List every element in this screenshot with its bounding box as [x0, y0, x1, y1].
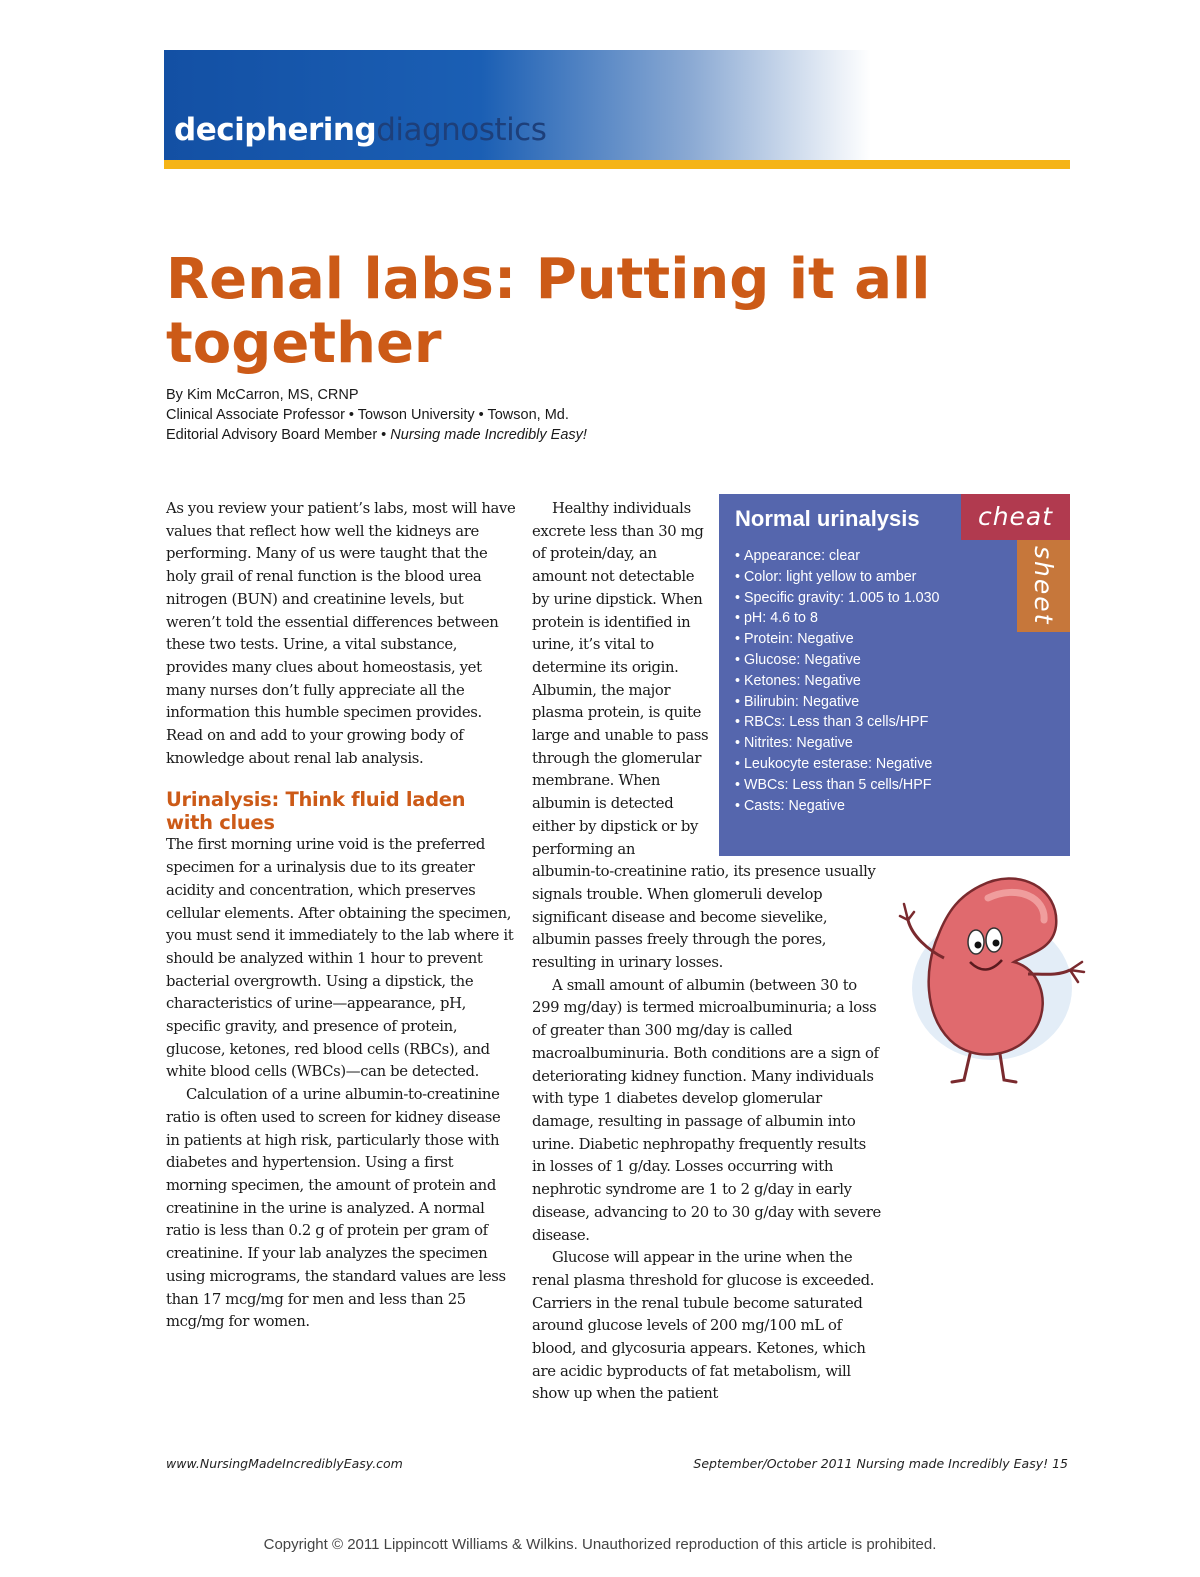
board-membership: Editorial Advisory Board Member • Nursing made Incredibly Easy!	[166, 427, 587, 443]
affiliation: Clinical Associate Professor • Towson University • Towson, Md.	[166, 407, 569, 423]
column-left	[166, 498, 518, 1334]
copyright-notice: Copyright © 2011 Lippincott Williams & Wilkins. Unauthorized reproduction of this article is prohibited.	[263, 1536, 937, 1553]
byline	[166, 385, 587, 445]
eye-right	[986, 928, 1002, 952]
list-item: • Nitrites: Negative	[735, 733, 940, 754]
footer-issue: September/October 2011 Nursing made Incredibly Easy! 15	[693, 1456, 1068, 1471]
normal-values-list	[735, 546, 940, 816]
list-item: • Ketones: Negative	[735, 671, 940, 692]
author: By Kim McCarron, MS, CRNP	[166, 387, 359, 403]
leg-left	[952, 1054, 970, 1082]
list-item: • Casts: Negative	[735, 796, 940, 817]
cheat-tab: cheat	[961, 494, 1070, 540]
list-item: • pH: 4.6 to 8	[735, 608, 940, 629]
footer-website: www.NursingMadeIncrediblyEasy.com	[166, 1456, 403, 1471]
list-item: • Leukocyte esterase: Negative	[735, 754, 940, 775]
intro-paragraph: As you review your patient’s labs, most will have values that reflect how well the kidneys are performing. Many of us were taught that the holy grail of renal function is the blood urea nitrogen (BUN) and creatinine levels, but weren’t told the essential differences between these two tests. Urine, a vital substance, provides many clues about homeostasis, yet many nurses don’t fully appreciate all the information this humble specimen provides. Read on and add to your growing body of knowledge about renal lab analysis.	[166, 500, 516, 767]
list-item: • RBCs: Less than 3 cells/HPF	[735, 712, 940, 733]
section-title	[174, 112, 546, 148]
paragraph-continued: albumin-to-creatinine ratio, its presence usually signals trouble. When glomeruli develop significant disease and become sievelike, albumin passes freely through the pores, resulting in urinary losses.	[532, 863, 876, 972]
section-title-regular: diagnostics	[376, 112, 547, 148]
paragraph: The first morning urine void is the preferred specimen for a urinalysis due to its greater acidity and concentration, which preserves cellular elements. After obtaining the specimen, you must send it immediately to the lab where it should be analyzed within 1 hour to prevent bacterial overgrowth. Using a dipstick, the characteristics of urine—appearance, pH, specific gravity, and presence of protein, glucose, ketones, red blood cells (RBCs), and white blood cells (WBCs)—can be detected.	[166, 836, 514, 1081]
kidney-mascot-illustration	[888, 858, 1088, 1088]
paragraph: Calculation of a urine albumin-to-creatinine ratio is often used to screen for kidney disease in patients at high risk, particularly those with diabetes and hypertension. Using a first morning specimen, the amount of protein and creatinine in the urine is analyzed. A normal ratio is less than 0.2 g of protein per gram of creatinine. If your lab analyzes the specimen using micrograms, the standard values are less than 17 mcg/mg for men and less than 25 mcg/mg for women.	[166, 1086, 506, 1331]
eye-left	[968, 930, 984, 954]
list-item: • Bilirubin: Negative	[735, 692, 940, 713]
journal-name: Nursing made Incredibly Easy!	[390, 427, 587, 443]
article-title: Renal labs: Putting it all together	[166, 247, 931, 376]
paragraph-narrow: Healthy individuals excrete less than 30 mg of protein/day, an amount not detectable by urine dipstick. When protein is identified in urine, it’s vital to determine its origin. Albumin, the major plasma protein, is quite large and unable to pass through the glomerular membrane. When albumin is detected either by dipstick or by performing an	[532, 500, 709, 858]
banner-accent-bar	[164, 160, 1070, 169]
list-item: • Protein: Negative	[735, 629, 940, 650]
sheet-tab: sheet	[1017, 540, 1070, 632]
list-item: • Glucose: Negative	[735, 650, 940, 671]
cheat-sheet-sidebar	[719, 494, 1070, 856]
section-title-bold: deciphering	[174, 112, 377, 148]
list-item: • Specific gravity: 1.005 to 1.030	[735, 588, 940, 609]
list-item: • Appearance: clear	[735, 546, 940, 567]
list-item: • Color: light yellow to amber	[735, 567, 940, 588]
subheading: Urinalysis: Think fluid laden with clues	[166, 788, 466, 835]
paragraph: A small amount of albumin (between 30 to 299 mg/day) is termed microalbuminuria; a loss of greater than 300 mg/day is called macroalbuminuria. Both conditions are a sign of deteriorating kidney function. Many individuals with type 1 diabetes develop glomerular damage, resulting in passage of albumin into urine. Diabetic nephropathy frequently results in losses of 1 g/day. Losses occurring with nephrotic syndrome are 1 to 2 g/day in early disease, advancing to 20 to 30 g/day with severe disease.	[532, 976, 881, 1244]
list-item: • WBCs: Less than 5 cells/HPF	[735, 775, 940, 796]
sidebar-title: Normal urinalysis	[735, 506, 920, 531]
paragraph: Glucose will appear in the urine when the renal plasma threshold for glucose is exceeded. Carriers in the renal tubule become saturated around glucose levels of 200 mg/100 mL of blood, and glycosuria appears. Ketones, which are acidic byproducts of fat metabolism, will show up when the patient	[532, 1249, 875, 1403]
